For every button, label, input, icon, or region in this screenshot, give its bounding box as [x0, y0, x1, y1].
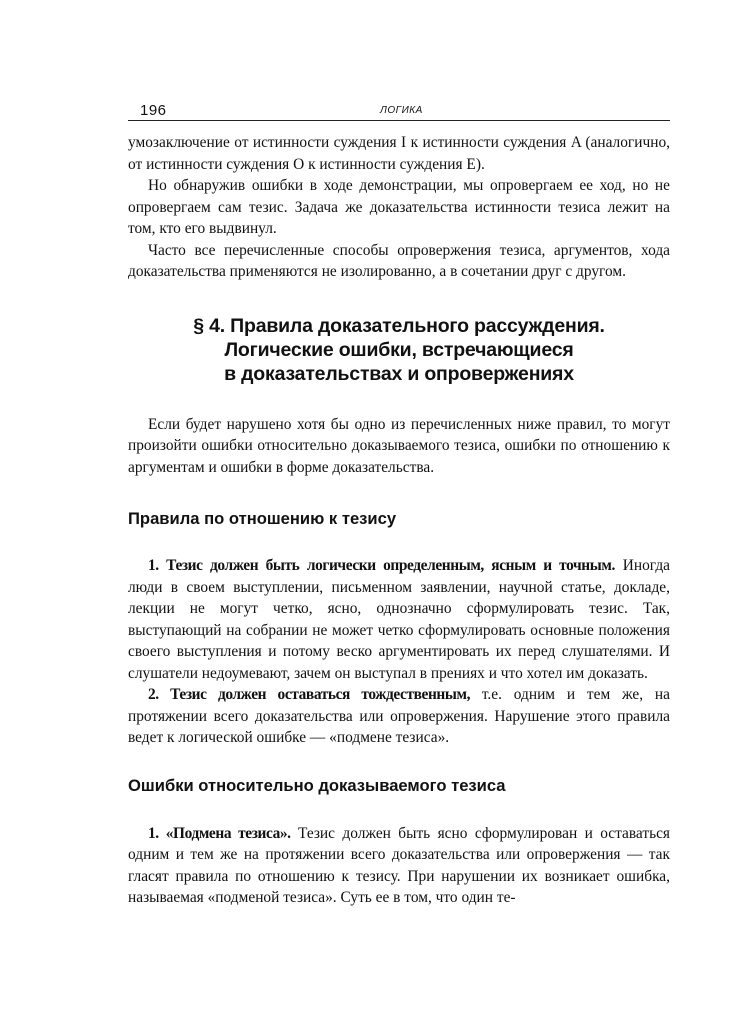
- section-intro-paragraph: Если будет нарушено хотя бы одно из перечисленных ниже правил, то могут произойти ошибки относительно доказываемого тезиса, ошибки по отношению к аргументам и ошибки в форме доказательства.: [128, 415, 670, 476]
- error-1-lead: 1. «Подмена тезиса».: [148, 824, 291, 842]
- subheading-thesis-rules: Правила по отношению к тезису: [128, 509, 397, 528]
- rule-2-text: т.е. одним и тем же, на протяжении всего доказательства или опровержения. Нарушение этого правила ведет к логической ошибке — «подмене тезиса».: [128, 686, 670, 746]
- section-heading: [128, 314, 670, 386]
- paragraph-refutation-methods: Часто все перечисленные способы опровержения тезиса, аргументов, хода доказательства применяются не изолированно, а в сочетании друг с другом.: [128, 241, 670, 280]
- rule-2-paragraph: [128, 684, 670, 749]
- rule-1-paragraph: [128, 555, 670, 684]
- page-number: 196: [140, 102, 167, 119]
- error-1-paragraph: [128, 823, 670, 909]
- rule-2-lead: 2. Тезис должен оставаться тождественным,: [148, 686, 471, 703]
- running-title: ЛОГИКА: [380, 105, 423, 116]
- section-heading-line-1: § 4. Правила доказательного рассуждения.: [193, 314, 605, 337]
- rule-1-text: Иногда люди в своем выступлении, письменном заявлении, научной статье, докладе, лекции не могут четко, ясно, однозначно сформулировать тезис. Так, выступающий на собрании не может четко сформулировать основные положения своего выступления и потому веско аргументировать их перед слушателями. И слушатели недоумевают, зачем он выступал в прениях и что хотел им доказать.: [128, 557, 670, 682]
- paragraph-continuation: умозаключение от истинности суждения I к истинности суждения A (аналогично, от истинности суждения O к истинности суждения E).: [128, 134, 670, 173]
- section-heading-line-2: Логические ошибки, встречающиеся: [224, 338, 574, 361]
- section-heading-line-3: в доказательствах и опровержениях: [224, 362, 574, 385]
- paragraph-demonstration-errors: Но обнаружив ошибки в ходе демонстрации, мы опровергаем ее ход, но не опровергаем сам тезис. Задача же доказательства истинности тезиса лежит на том, кто его выдвинул.: [128, 177, 670, 237]
- book-page: [128, 96, 670, 909]
- running-header: [128, 96, 670, 121]
- subheading-thesis-errors: Ошибки относительно доказываемого тезиса: [128, 775, 506, 795]
- rule-1-lead: 1. Тезис должен быть логически определенным, ясным и точным.: [148, 557, 615, 574]
- error-1-text: Тезис должен быть ясно сформулирован и оставаться одним и тем же на протяжении всего доказательства или опровержения — так гласят правила по отношению к тезису. При нарушении их возникает ошибка, называемая «подменой тезиса». Суть ее в том, что один те-: [128, 824, 671, 906]
